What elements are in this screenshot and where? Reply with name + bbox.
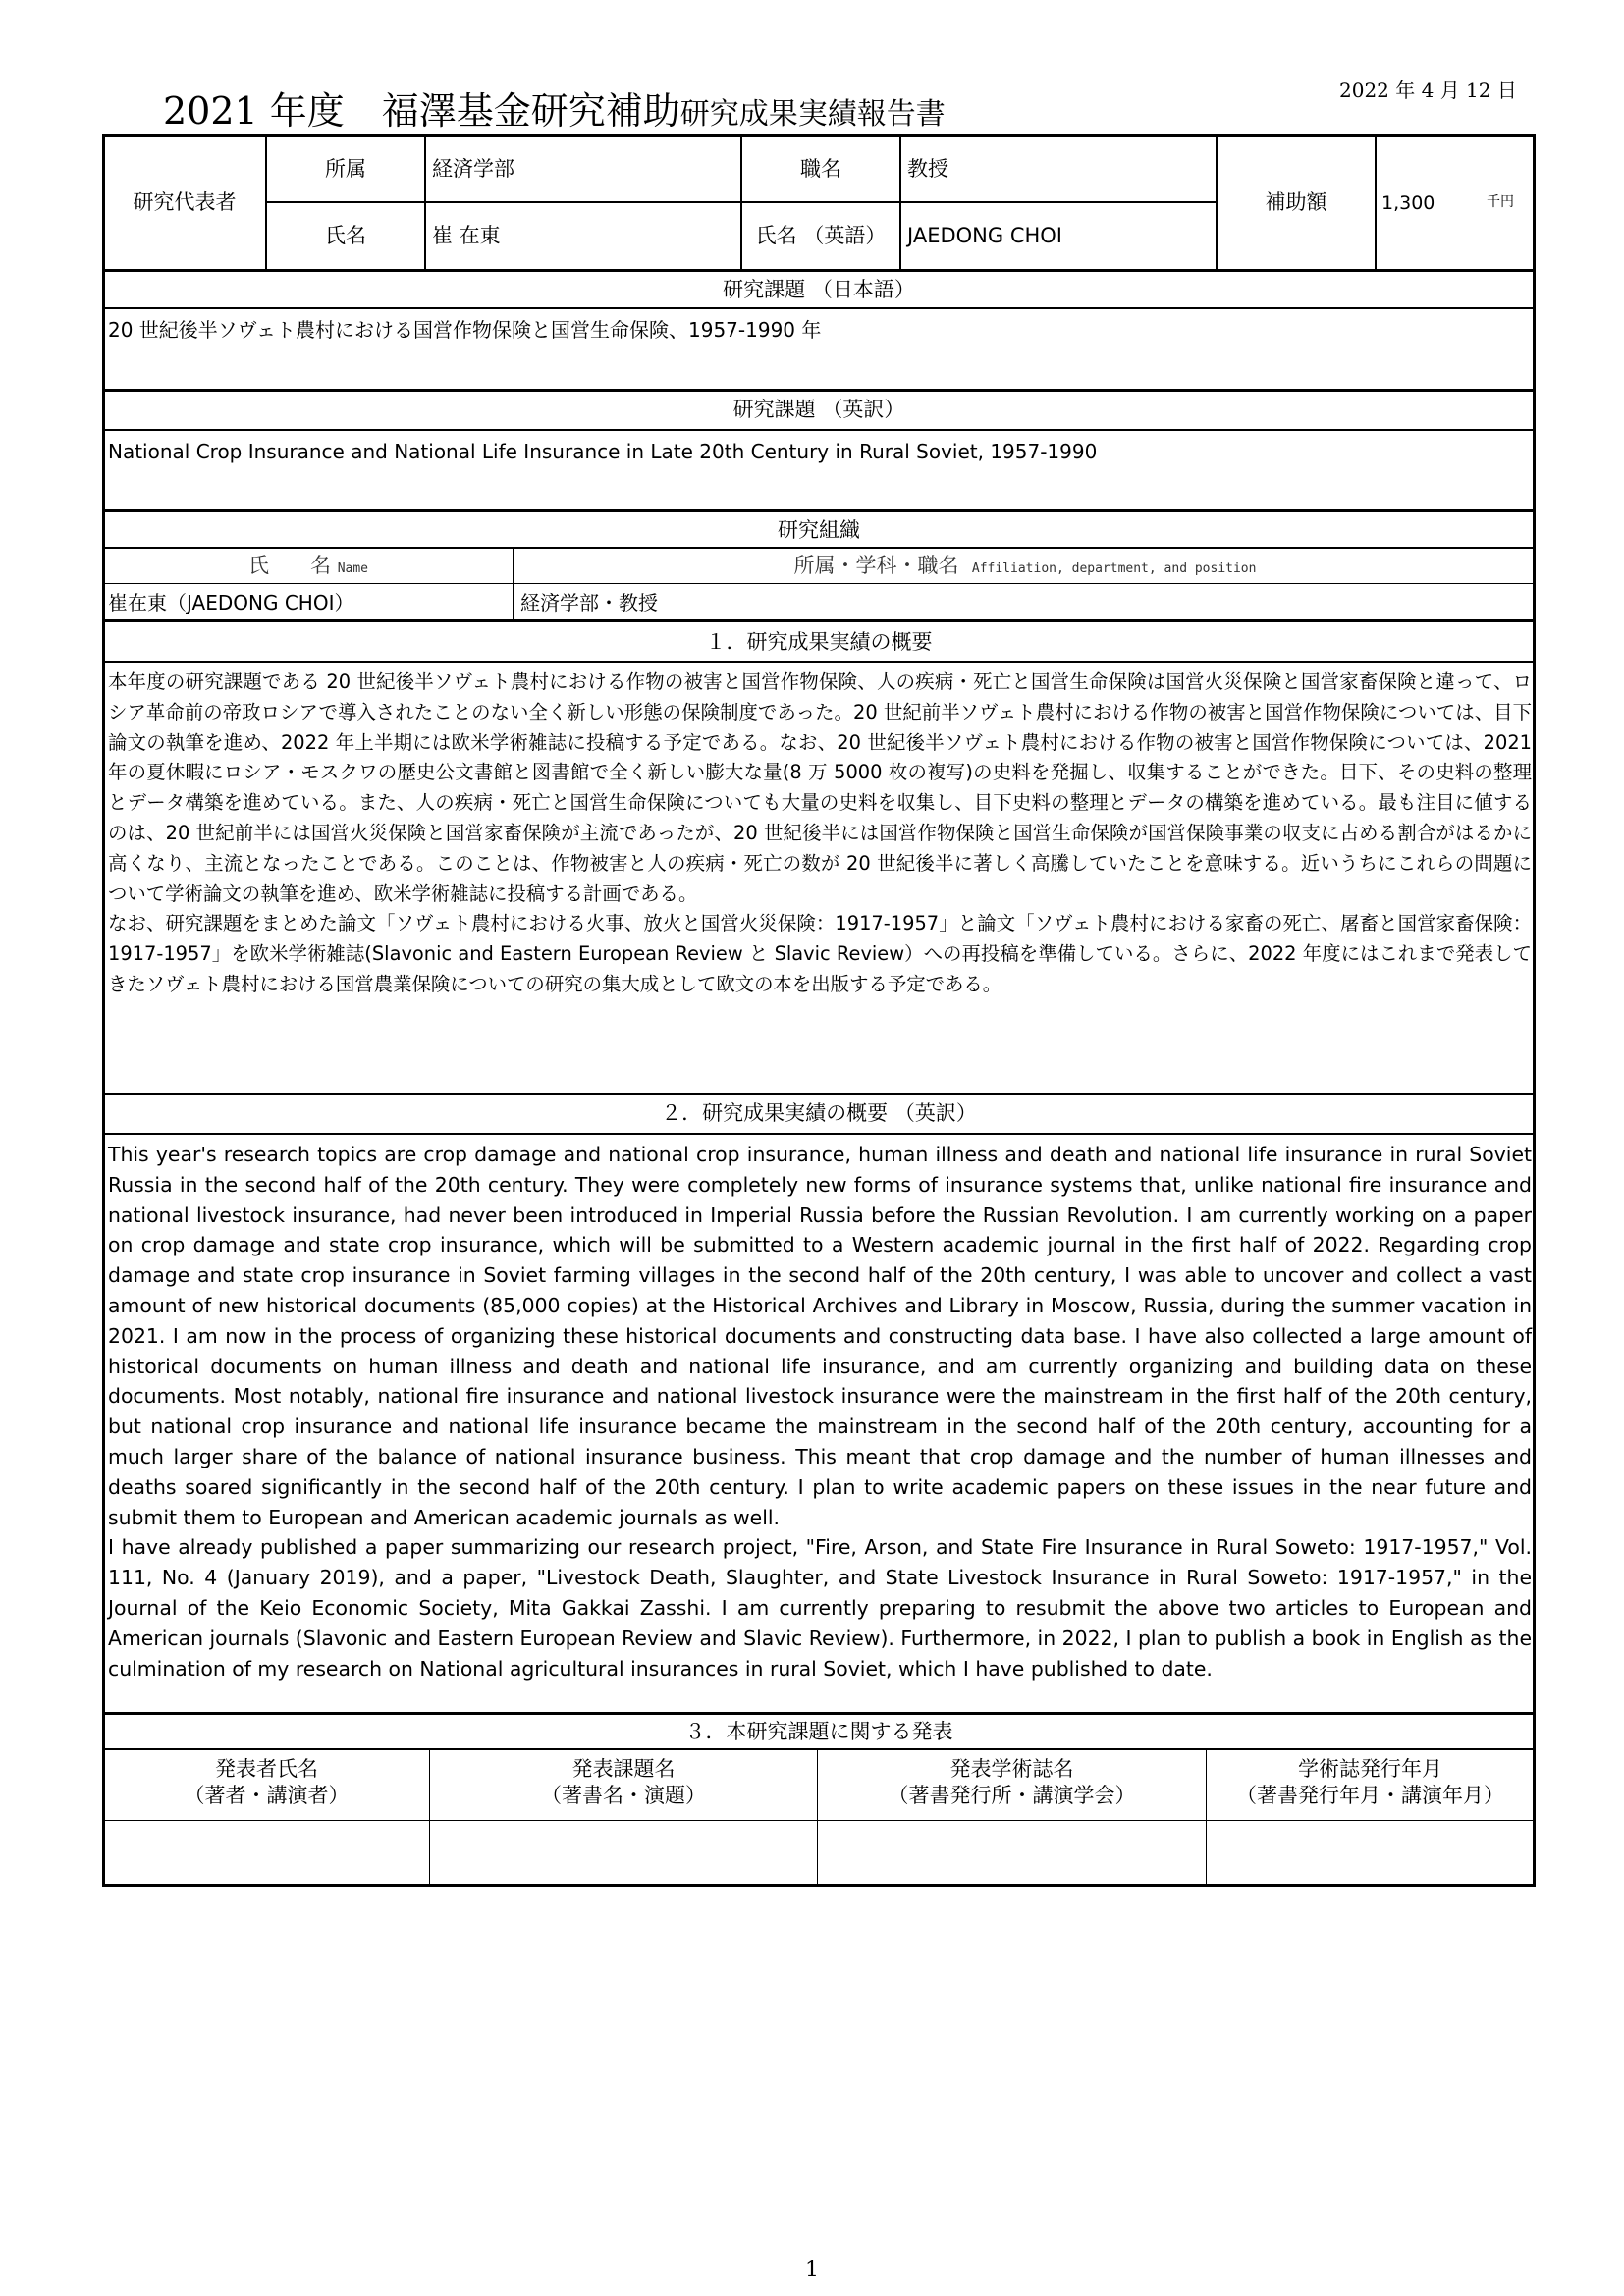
pub-col-date-title: 学術誌発行年月 bbox=[1298, 1757, 1442, 1781]
org-col-aff bbox=[514, 552, 1536, 583]
rule bbox=[102, 619, 1536, 622]
pub-col-title-sub: （著書名・演題） bbox=[541, 1784, 706, 1807]
rule bbox=[102, 509, 1536, 512]
report-title-sub: 研究成果実績報告書 bbox=[679, 97, 946, 132]
pub-col-journal-title: 発表学術誌名 bbox=[949, 1757, 1074, 1781]
rule bbox=[899, 134, 901, 270]
rule bbox=[102, 269, 1536, 272]
pub-col-title bbox=[430, 1756, 817, 1809]
rule bbox=[1375, 134, 1377, 270]
org-col-aff-jp: 所属・学科・職名 bbox=[793, 554, 959, 577]
pub-col-journal bbox=[818, 1756, 1206, 1809]
summary-en-heading: ２．研究成果実績の概要 （英訳） bbox=[661, 1101, 977, 1125]
org-member-name: 崔在東（JAEDONG CHOI） bbox=[108, 591, 354, 614]
topic-jp-heading: 研究課題 （日本語） bbox=[723, 278, 915, 301]
rule bbox=[102, 1712, 1536, 1715]
rule bbox=[102, 389, 1536, 392]
publications-heading: ３．本研究課題に関する発表 bbox=[684, 1720, 953, 1743]
name-value: 崔 在東 bbox=[432, 224, 501, 247]
org-col-aff-en: Affiliation, department, and position bbox=[971, 561, 1257, 576]
name-en-label: 氏名 （英語） bbox=[755, 224, 887, 247]
affiliation-label: 所属 bbox=[325, 157, 366, 181]
report-title bbox=[163, 80, 946, 134]
topic-jp-text: 20 世紀後半ソヴェト農村における国営作物保険と国営生命保険、1957-1990 年 bbox=[108, 318, 822, 342]
summary-en-paragraph-1: This year's research topics are crop damage and national crop insurance, human illness and death and national life insurance in rural Soviet Russia in the second half of the 20th century. They were completely new forms of insurance systems that, unlike national fire insurance and national livestock insurance, had never been introduced in Imperial Russia before the Russian Revolution. I am currently working on a paper on crop damage and state crop insurance, which will be submitted to a Western academic journal in the first half of 2022. Regarding crop damage and state crop insurance in Soviet farming villages in the second half of the 20th century, I was able to uncover and collect a vast amount of new historical documents (85,000 copies) at the Historical Archives and Library in Moscow, Russia, during the summer vacation in 2021. I am now in the process of organizing these historical documents and constructing data base. I have also collected a large amount of historical documents on human illness and death and national life insurance, and am currently organizing and building data on these documents. Most notably, national fire insurance and national livestock insurance were the mainstream in the first half of the 20th century, but national crop insurance and national life insurance became the mainstream in the second half of the 20th century, accounting for a much larger share of the balance of national insurance business. This meant that crop damage and the number of human illnesses and deaths soared significantly in the second half of the 20th century. I plan to write academic papers on these issues in the near future and submit them to European and American academic journals as well. bbox=[108, 1143, 1532, 1529]
org-col-name-jp: 氏 名 bbox=[248, 554, 331, 577]
summary-en-paragraph-2: I have already published a paper summarizing our research project, "Fire, Arson, and State Fire Insurance in Rural Soweto: 1917-1957," Vol. 111, No. 4 (January 2019), and a paper, "Livestock Death, Slaughter, and State Livestock Insurance in Rural Soweto: 1917-1957," in the Journal of the Keio Economic Society, Mita Gakkai Zasshi. I am currently preparing to resubmit the above two articles to European and American journals (Slavonic and Eastern European Review and Slavic Review). Furthermore, in 2022, I plan to publish a book in English as the culmination of my research on National agricultural insurances in rural Soviet, which I have published to date. bbox=[108, 1535, 1533, 1681]
organization-heading: 研究組織 bbox=[778, 518, 860, 542]
summary-jp-paragraph-2: なお、研究課題をまとめた論文「ソヴェト農村における火事、放火と国営火災保険：1917-1957」と論文「ソヴェト農村における家畜の死亡、屠畜と国営家畜保険：1917-1957」を欧米学術雑誌(Slavonic and Eastern European Review と Slavic Review）への再投稿を準備している。さらに、2022 年度にはこれまで発表してきたソヴェト農村における国営農業保険についての研究の集大成として欧文の本を出版する予定である。 bbox=[108, 912, 1532, 995]
grant-unit: 千円 bbox=[1487, 194, 1514, 210]
rule bbox=[102, 1748, 1536, 1750]
grant-value: 1,300 bbox=[1381, 192, 1435, 214]
representative-label: 研究代表者 bbox=[133, 190, 237, 214]
rule bbox=[102, 661, 1536, 663]
pub-col-journal-sub: （著書発行所・講演学会） bbox=[888, 1784, 1136, 1807]
rule bbox=[102, 583, 1536, 584]
pub-col-date bbox=[1207, 1756, 1534, 1809]
rule bbox=[102, 1093, 1536, 1095]
report-title-main: 2021 年度 福澤基金研究補助 bbox=[163, 89, 680, 133]
name-label: 氏名 bbox=[325, 224, 366, 247]
pub-col-presenter bbox=[104, 1756, 429, 1809]
summary-jp-body bbox=[108, 667, 1532, 1000]
grant-label: 補助額 bbox=[1265, 190, 1327, 214]
affiliation-value: 経済学部 bbox=[432, 157, 514, 181]
rule bbox=[102, 547, 1536, 549]
report-date: 2022 年 4 月 12 日 bbox=[1339, 79, 1517, 102]
rule bbox=[102, 1820, 1536, 1821]
summary-jp-paragraph-1: 本年度の研究課題である 20 世紀後半ソヴェト農村における作物の被害と国営作物保険、人の疾病・死亡と国営生命保険は国営火災保険と国営家畜保険と違って、ロシア革命前の帝政ロシアで導入されたことのない全く新しい形態の保険制度であった。20 世紀前半ソヴェト農村における作物の被害と国営作物保険については、目下論文の執筆を進め、2022 年上半期には欧米学術雑誌に投稿する予定である。なお、20 世紀後半ソヴェト農村における作物の被害と国営作物保険については、2021 年の夏休暇にロシア・モスクワの歴史公文書館と図書館で全く新しい膨大な量(8 万 5000 枚の複写)の史料を発掘し、収集することができた。目下、その史料の整理とデータ構築を進めている。また、人の疾病・死亡と国営生命保険についても大量の史料を収集し、目下史料の整理とデータの構築を進めている。最も注目に値するのは、20 世紀前半には国営火災保険と国営家畜保険が主流であったが、20 世紀後半には国営作物保険と国営生命保険が国営保険事業の収支に占める割合がはるかに高くなり、主流となったことである。このことは、作物被害と人の疾病・死亡の数が 20 世紀後半に著しく高騰していたことを意味する。近いうちにこれらの問題について学術論文の執筆を進め、欧米学術雑誌に投稿する計画である。 bbox=[108, 670, 1532, 905]
topic-en-heading: 研究課題 （英訳） bbox=[732, 398, 905, 421]
summary-en-body bbox=[108, 1140, 1532, 1683]
position-value: 教授 bbox=[907, 157, 948, 181]
position-label: 職名 bbox=[800, 157, 841, 181]
pub-col-date-sub: （著書発行年月・講演年月） bbox=[1236, 1784, 1504, 1807]
rule bbox=[102, 429, 1536, 431]
pub-col-presenter-sub: （著者・講演者） bbox=[184, 1784, 350, 1807]
rule bbox=[102, 1133, 1536, 1135]
org-member-affiliation: 経済学部・教授 bbox=[520, 591, 658, 614]
rule bbox=[424, 134, 426, 270]
org-col-name-en: Name bbox=[337, 561, 368, 576]
pub-col-presenter-title: 発表者氏名 bbox=[215, 1757, 318, 1781]
rule bbox=[102, 307, 1536, 309]
pub-col-title-title: 発表課題名 bbox=[571, 1757, 676, 1781]
page-number: 1 bbox=[805, 2258, 819, 2282]
topic-en-text: National Crop Insurance and National Life Insurance in Late 20th Century in Rural Soviet, 1957-1990 bbox=[108, 440, 1098, 463]
org-col-name bbox=[104, 552, 513, 583]
name-en-value: JAEDONG CHOI bbox=[907, 224, 1062, 247]
summary-jp-heading: １．研究成果実績の概要 bbox=[705, 630, 933, 654]
